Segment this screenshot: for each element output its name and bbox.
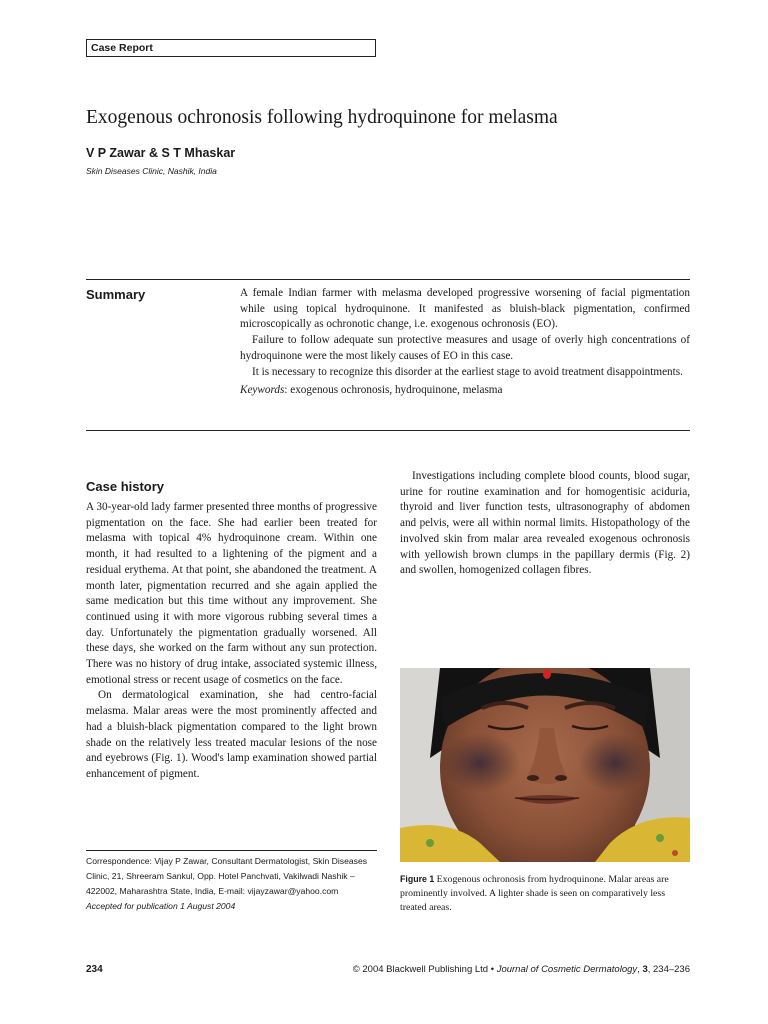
figure-1-caption (400, 872, 690, 915)
keywords (240, 383, 690, 399)
summary-top-rule (86, 279, 690, 280)
correspondence: Correspondence: Vijay P Zawar, Consultant Dermatologist, Skin Diseases Clinic, 21, Shreeram Sankul, Opp. Hotel Panchvati, Vakilwadi Nashik – 422002, Maharashtra State, India, E-mail: vijayzawar@yahoo.com (86, 856, 368, 896)
footnote-rule (86, 850, 377, 851)
volume: 3 (642, 964, 648, 975)
keywords-label: Keywords (240, 384, 285, 397)
copyright: © 2004 Blackwell Publishing Ltd (352, 964, 489, 975)
summary-body (240, 286, 690, 399)
summary-paragraph: Failure to follow adequate sun protective measures and usage of overly high concentrations of hydroquinone were the most likely causes of EO in this case. (240, 334, 690, 362)
section-label: Case Report (86, 39, 376, 57)
article-title: Exogenous ochronosis following hydroquinone for melasma (86, 107, 558, 128)
page-range: , 234–236 (647, 964, 690, 975)
summary-heading: Summary (86, 287, 146, 302)
footer-bullet: • (490, 964, 495, 975)
figure-caption-text: Exogenous ochronosis from hydroquinone. Malar areas are prominently involved. A lighter shade is seen on comparatively less treated areas. (400, 874, 669, 913)
figure-1-photo (400, 668, 690, 862)
summary-bottom-rule (86, 430, 690, 431)
case-history-heading: Case history (86, 479, 165, 494)
journal-name: Journal of Cosmetic Dermatology (496, 964, 638, 975)
accepted-date: Accepted for publication 1 August 2004 (86, 901, 236, 911)
case-history-body (86, 500, 377, 783)
keywords-list: : exogenous ochronosis, hydroquinone, melasma (284, 384, 503, 397)
case-history-paragraph: On dermatological examination, she had centro-facial melasma. Malar areas were the most prominently affected and had a bluish-black pigmentation compared to the light brown shade on the relatively less treated macular lesions of the nose and eyebrows (Fig. 1). Wood's lamp examination showed partial enhancement of pigment. (86, 689, 377, 780)
journal-footer: © 2004 Blackwell Publishing Ltd • Journal of Cosmetic Dermatology, 3, 234–236 (352, 964, 690, 975)
summary-paragraph: It is necessary to recognize this disorder at the earliest stage to avoid treatment disappointments. (252, 365, 683, 378)
investigations-body (400, 469, 690, 579)
investigations-paragraph: Investigations including complete blood counts, blood sugar, urine for routine examination and for homogentisic aciduria, thyroid and liver function tests, ultrasonography of abdomen and pelvis, were all within normal limits. Histopathology of the involved skin from malar area revealed exogenous ochronosis with yellowish brown clumps in the papillary dermis (Fig. 2) and swollen, homogenized collagen fibres. (400, 470, 690, 577)
case-history-paragraph: A 30-year-old lady farmer presented three months of progressive pigmentation on the face. She had earlier been treated for melasma with topical 4% hydroquinone cream. Within one month, it had resulted to a lightening of the pigment and a residual erythema. At that point, she abandoned the treatment. A month later, pigmentation recurred and she again applied the same medication but this time without any improvement. She continued using it with more vigorous rubbing several times a day. Unfortunately the pigmentation gradually worsened. All these days, she worked on the farm without any sun protection. There was no history of drug intake, associated systemic illness, emotional stress or recent usage of cosmetics on the face. (86, 501, 377, 686)
affiliation: Skin Diseases Clinic, Nashik, India (86, 166, 217, 176)
authors: V P Zawar & S T Mhaskar (86, 146, 236, 160)
page-number: 234 (86, 964, 103, 975)
figure-label: Figure 1 (400, 874, 435, 884)
summary-paragraph: A female Indian farmer with melasma developed progressive worsening of facial pigmentation while using topical hydroquinone. It manifested as bluish-black pigmentation, confirmed microscopically as ochronotic change, i.e. exogenous ochronosis (EO). (240, 287, 690, 331)
